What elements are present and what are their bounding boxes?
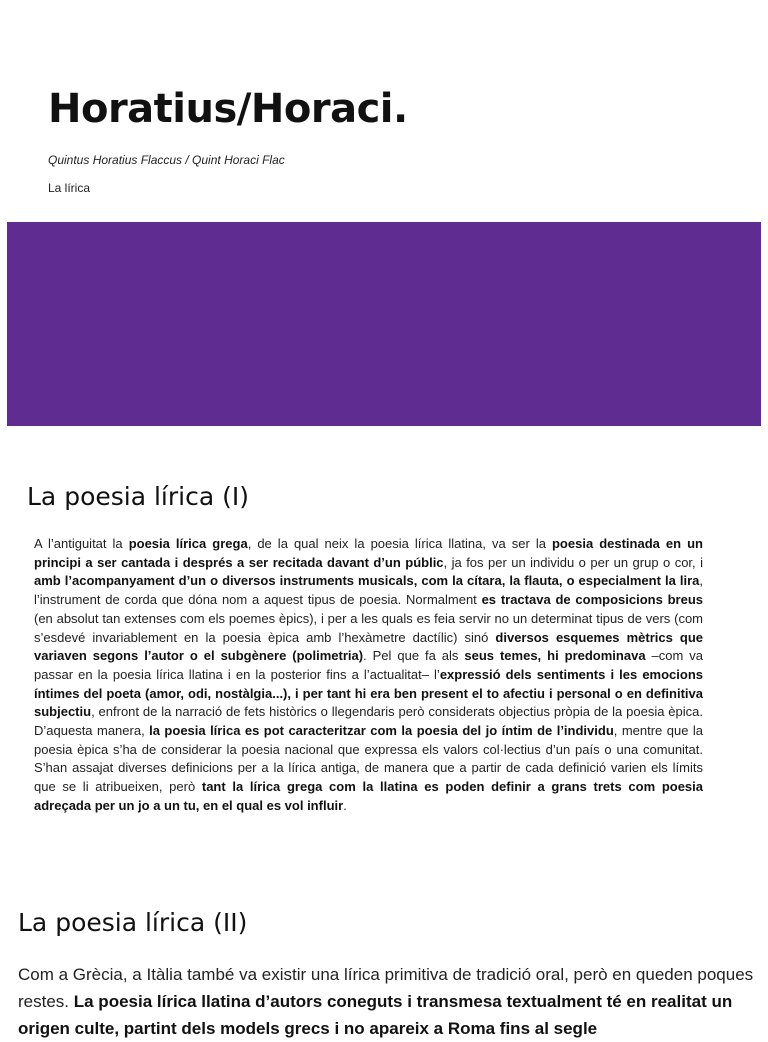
text-run: , enfront de la narració de fets històrics o llegendaris però considerats objectius pròpia de la poesia èpica. D’aquesta manera,	[34, 704, 703, 739]
page-subtitle: Quintus Horatius Flaccus / Quint Horaci Flac	[48, 153, 285, 167]
bold-text: la poesia lírica es pot caracteritzar com la poesia del jo íntim de l’individu	[149, 723, 614, 739]
text-run: , ja fos per un individu o per un grup o cor, i	[443, 554, 703, 570]
text-run: .	[343, 797, 347, 813]
text-run: Com a Grècia, a Itàlia també va existir una lírica primitiva de tradició oral, però en queden poques restes.	[18, 965, 754, 1011]
text-run: A l’antiguitat la	[34, 536, 129, 551]
bold-text: poesia lírica grega	[128, 536, 248, 551]
bold-text: es tractava de composicions breus	[481, 592, 703, 608]
section-label: La lírica	[48, 181, 91, 195]
bold-text: expressió dels sentiments i les emocions íntimes del poeta (amor, odi, nostàlgia...), i per tant hi era ben present el to afectiu i personal o en definitiva subjectiu	[34, 666, 703, 720]
section-paragraph-2	[18, 961, 758, 1042]
text-run: , de la qual neix la poesia lírica llatina, va ser la	[247, 536, 552, 551]
text-run: , l’instrument de corda que dóna nom a aquest tipus de poesia. Normalment	[34, 573, 703, 608]
bold-text: La poesia lírica llatina d’autors coneguts i transmesa textualment té en realitat un origen culte, partint dels models grecs i no apareix a Roma fins al segle	[18, 992, 733, 1038]
bold-text: diversos esquemes mètrics que variaven segons l’autor o el subgènere (polimetria)	[34, 629, 703, 664]
page-title: Horatius/Horaci.	[48, 86, 408, 132]
bold-text: amb l’acompanyament d’un o diversos instruments musicals, com la cítara, la flauta, o especialment la lira	[34, 573, 700, 589]
section-heading-2: La poesia lírica (II)	[18, 908, 248, 937]
banner-image	[7, 222, 761, 426]
text-run: . Pel que fa als	[363, 648, 465, 664]
text-run: –com va passar en la poesia lírica llatina i en la posterior fins a l’actualitat– l’	[34, 648, 703, 682]
bold-text: poesia destinada en un principi a ser cantada i després a ser recitada davant d’un públic	[34, 536, 703, 570]
section-paragraph-1	[34, 535, 703, 816]
section-heading-1: La poesia lírica (I)	[27, 482, 249, 511]
text-run: (en absolut tan extenses com els poemes èpics), i per a les quals es feia servir no un determinat tipus de vers (com s’esdevé invariablement en la poesia èpica amb l’hexàmetre dactílic) sinó	[34, 610, 703, 645]
bold-text: seus temes, hi predominava	[464, 648, 646, 664]
bold-text: tant la lírica grega com la llatina es poden definir a grans trets com poesia adreçada per un jo a un tu, en el qual es vol influir	[34, 779, 703, 813]
text-run: , mentre que la poesia èpica s’ha de considerar la poesia nacional que expressa els valors col·lectius d’un país o una comunitat. S’han assajat diverses definicions per a la lírica antiga, de manera que a partir de cada definició varien els límits que se li atribueixen, però	[34, 723, 704, 795]
